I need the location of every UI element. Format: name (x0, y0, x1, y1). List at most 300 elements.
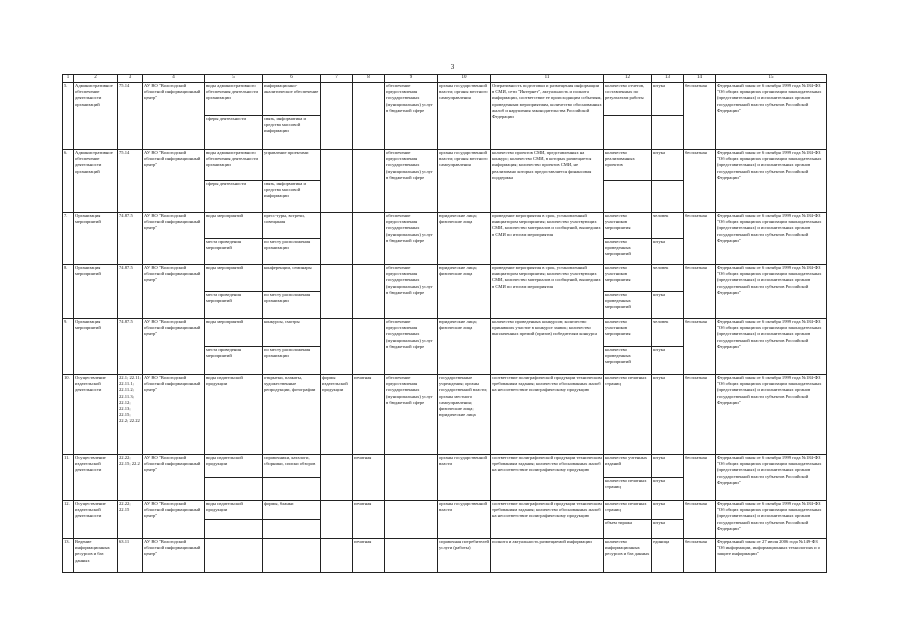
unit-of-measure-part: штука (652, 83, 683, 116)
service-purpose-text: обеспечение предоставления государственных (муниципальных) услуг в бюджетной сфере (386, 150, 434, 180)
institution-name (143, 150, 205, 213)
content-value-part: открытки, плакаты, художественные репродукции, фотографии (264, 375, 316, 393)
row-number-text: 13. (64, 539, 70, 544)
okved-code-text: 74.87.5 (119, 213, 133, 218)
service-purpose (385, 83, 438, 150)
volume-indicator-part: количество информационных ресурсов и баз данных (605, 539, 650, 557)
unit-of-measure (652, 213, 684, 265)
service-name (74, 265, 118, 319)
consumer-category-text: органы государственной власти (439, 455, 489, 467)
unit-of-measure (652, 83, 684, 150)
volume-indicator (604, 265, 652, 319)
content-type (205, 319, 263, 375)
service-purpose (385, 319, 438, 375)
institution-name-text: АУ ВО "Вологодский областной информационный центр" (144, 455, 202, 473)
payment-type-text: бесплатная (685, 455, 707, 460)
consumer-category-text: юридические лица; физические лица (439, 319, 479, 331)
row-number-text: 9. (64, 319, 68, 324)
row-number (63, 539, 74, 573)
table-row (63, 501, 827, 539)
volume-indicator-part: количество участников мероприятия (604, 213, 651, 239)
table-row (63, 83, 827, 150)
services-table (62, 74, 827, 573)
volume-indicator-part (604, 181, 651, 211)
service-name (74, 319, 118, 375)
condition-type (321, 213, 353, 265)
content-type (205, 539, 263, 573)
column-number-13: 13 (652, 75, 684, 83)
okved-code-text: 22.22; 22.15; 22.2 (119, 455, 140, 467)
content-value-part (263, 478, 320, 500)
institution-name (143, 539, 205, 573)
volume-indicator (604, 213, 652, 265)
table-body (63, 75, 827, 573)
quality-indicators (491, 455, 604, 501)
okved-code-text: 22.22; 22.15 (119, 501, 132, 513)
institution-name-text: АУ ВО "Вологодский областной информационный центр" (144, 213, 202, 231)
unit-of-measure-part: штука (653, 520, 665, 525)
content-value-part (263, 539, 320, 571)
legal-basis (716, 501, 827, 539)
service-purpose-text: обеспечение предоставления государственных (муниципальных) услуг в бюджетной сфере (386, 319, 434, 349)
content-type-part: виды административного обеспечения деятельности организации (205, 83, 262, 116)
service-name-text: Осуществление издательской деятельности (75, 375, 107, 393)
content-value-part: управление проектами (263, 150, 320, 181)
institution-name-text: АУ ВО "Вологодский областной информационный центр" (144, 150, 202, 168)
unit-of-measure-part: штука (653, 292, 665, 297)
table-row (63, 455, 827, 501)
condition-type (321, 265, 353, 319)
row-number-text: 7. (64, 213, 68, 218)
payment-type-text: бесплатная (685, 265, 707, 270)
row-number-text: 10. (64, 375, 70, 380)
condition-value (353, 150, 385, 213)
service-purpose (385, 501, 438, 539)
condition-type (321, 539, 353, 573)
service-name (74, 83, 118, 150)
institution-name (143, 455, 205, 501)
legal-basis-text: Федеральный закон от 6 октября 1999 года №184-ФЗ "Об общих принципах организации законодательных (представительных) и исполнительных органов государственной власти субъектов Российской Федерации" (717, 319, 823, 349)
service-purpose-text: обеспечение предоставления государственных (муниципальных) услуг в бюджетной сфере (386, 83, 434, 113)
content-type (205, 265, 263, 319)
row-number (63, 150, 74, 213)
table-row (63, 150, 827, 213)
condition-type (321, 455, 353, 501)
consumer-category-text: органы государственной власти; органы местного самоуправления (439, 83, 489, 101)
content-type-part: виды административного обеспечения деятельности организации (205, 150, 262, 181)
consumer-category-text: юридические лица; физические лица (439, 213, 479, 225)
row-number-text: 8. (64, 265, 68, 270)
okved-code-text: 75.14 (119, 83, 130, 88)
payment-type (684, 83, 716, 150)
content-value-part (263, 520, 320, 538)
column-number-row (63, 75, 827, 83)
content-value-part: по месту расположения организации (264, 347, 312, 359)
volume-indicator-part: количество участников мероприятия (604, 319, 651, 347)
institution-name-text: АУ ВО "Вологодский областной информационный центр" (144, 501, 202, 519)
unit-of-measure-part: единица (653, 539, 670, 544)
unit-of-measure-part: человек (652, 213, 683, 239)
volume-indicator (604, 539, 652, 573)
consumer-category (438, 83, 491, 150)
quality-indicators-text: проведение мероприятия в срок, установленный инициатором мероприятия; количество участвующих СМИ, количество материалов и сообщений, вышедших в СМИ по итогам мероприятия (492, 265, 602, 289)
consumer-category (438, 539, 491, 573)
content-type-part (205, 539, 262, 571)
content-value-part: связь, информатика и средства массовой информации (264, 116, 308, 134)
table-row (63, 319, 827, 375)
service-name (74, 375, 118, 455)
page-number: 3 (450, 63, 455, 71)
okved-code-text: 74.87.5 (119, 265, 133, 270)
quality-indicators-text: количество проектов СМИ, представленных на конкурс; количество СМИ, в которых размещается информация; количество проектов СМИ, не реализовано которых предоставляется финансовая поддержка (492, 150, 593, 180)
unit-of-measure-part: человек (652, 265, 683, 292)
volume-indicator (604, 83, 652, 150)
content-value-part: по месту расположения организации (264, 292, 312, 304)
column-number-7: 7 (321, 75, 353, 83)
column-number-2: 2 (74, 75, 118, 83)
content-type-part: виды мероприятий (205, 213, 262, 239)
condition-value (353, 213, 385, 265)
institution-name (143, 319, 205, 375)
okved-code (118, 265, 143, 319)
content-type (205, 501, 263, 539)
unit-of-measure (652, 319, 684, 375)
column-number-6: 6 (263, 75, 321, 83)
column-number-1: 1 (63, 75, 74, 83)
service-purpose-text: обеспечение предоставления государственных (муниципальных) услуг в бюджетной сфере (386, 213, 434, 243)
payment-type-text: бесплатная (685, 539, 707, 544)
okved-code-text: 63.11 (119, 539, 130, 544)
row-number (63, 265, 74, 319)
content-value (263, 213, 321, 265)
service-purpose-text: обеспечение предоставления государственных (муниципальных) услуг в бюджетной сфере (386, 265, 434, 295)
content-type (205, 150, 263, 213)
okved-code-text: 74.87.5 (119, 319, 133, 324)
volume-indicator-part: количество учтенных изданий (604, 455, 651, 478)
condition-type (321, 375, 353, 455)
payment-type (684, 539, 716, 573)
quality-indicators (491, 83, 604, 150)
content-value (263, 150, 321, 213)
column-number-9: 9 (385, 75, 438, 83)
content-value-part: связь, информатика и средства массовой информации (264, 181, 308, 199)
condition-value-text: печатная (354, 539, 372, 544)
column-number-5: 5 (205, 75, 263, 83)
volume-indicator-part: количество печатных страниц (605, 478, 648, 490)
service-purpose (385, 455, 438, 501)
institution-name-text: АУ ВО "Вологодский областной информационный центр" (144, 539, 202, 557)
quality-indicators-text: соответствие полиграфической продукции техническим требованиям задания; количество обоснованных жалоб на несоответствие полиграфическому продукцию (492, 455, 603, 473)
content-type-part: сферы деятельности (206, 181, 246, 186)
institution-name-text: АУ ВО "Вологодский областной информационный центр" (144, 319, 202, 337)
payment-type-text: бесплатная (685, 83, 707, 88)
quality-indicators (491, 319, 604, 375)
volume-indicator (604, 319, 652, 375)
okved-code (118, 501, 143, 539)
unit-of-measure-part: штука (653, 347, 665, 352)
service-purpose-text: обеспечение предоставления государственных (муниципальных) услуг в бюджетной сфере (386, 375, 434, 405)
content-type-part: виды издательской продукции (205, 501, 262, 520)
row-number-text: 12. (64, 501, 70, 506)
condition-type (321, 150, 353, 213)
content-type-part: места проведения мероприятий (206, 239, 243, 251)
table-row (63, 539, 827, 573)
column-number-4: 4 (143, 75, 205, 83)
consumer-category-text: юридические лица; физические лица (439, 265, 479, 277)
quality-indicators (491, 265, 604, 319)
content-type (205, 375, 263, 455)
service-name-text: Осуществление издательской деятельности (75, 501, 107, 519)
quality-indicators (491, 501, 604, 539)
volume-indicator (604, 150, 652, 213)
volume-indicator-part: количество реализованных проектов (604, 150, 651, 181)
institution-name-text: АУ ВО "Вологодский областной информационный центр" (144, 375, 202, 393)
institution-name-text: АУ ВО "Вологодский областной информационный центр" (144, 83, 202, 101)
legal-basis (716, 455, 827, 501)
content-value (263, 501, 321, 539)
content-value-part: пресс-туры, встречи, совещания (263, 213, 320, 239)
column-number-12: 12 (604, 75, 652, 83)
unit-of-measure (652, 455, 684, 501)
condition-type-text: формы издательской продукции (322, 375, 349, 393)
condition-value (353, 539, 385, 573)
payment-type-text: бесплатная (685, 319, 707, 324)
row-number-text: 11. (64, 455, 70, 460)
content-value (263, 319, 321, 375)
service-name (74, 539, 118, 573)
row-number (63, 83, 74, 150)
content-value-part: информационно-аналитическое обеспечение (263, 83, 320, 116)
content-value-part: формы, бланки (263, 501, 320, 520)
legal-basis-text: Федеральный закон от 6 октября 1999 года №184-ФЗ "Об общих принципах организации законодательных (представительных) и исполнительных органов государственной власти субъектов Российской Федерации" (717, 501, 823, 531)
condition-value (353, 265, 385, 319)
legal-basis-text: Федеральный закон от 6 октября 1999 года №184-ФЗ "Об общих принципах организации законодательных (представительных) и исполнительных органов государственной власти субъектов Российской Федерации" (717, 83, 823, 113)
legal-basis-text: Федеральный закон от 6 октября 1999 года №184-ФЗ "Об общих принципах организации законодательных (представительных) и исполнительных органов государственной власти субъектов Российской Федерации" (717, 455, 823, 485)
unit-of-measure-part: штука (652, 501, 683, 520)
row-number (63, 455, 74, 501)
row-number-text: 5. (64, 83, 68, 88)
volume-indicator-part: объем тиража (605, 520, 633, 525)
service-purpose (385, 375, 438, 455)
payment-type (684, 265, 716, 319)
condition-value (353, 455, 385, 501)
column-number-15: 15 (716, 75, 827, 83)
service-name (74, 213, 118, 265)
unit-of-measure (652, 375, 684, 455)
row-number (63, 501, 74, 539)
content-value (263, 539, 321, 573)
content-value-part: конкурсы, смотры (263, 319, 320, 347)
condition-value-text: печатная (354, 375, 372, 380)
column-number-3: 3 (118, 75, 143, 83)
unit-of-measure (652, 501, 684, 539)
payment-type-text: бесплатная (685, 375, 707, 380)
service-name (74, 455, 118, 501)
volume-indicator-part: количество проведенных мероприятий (605, 292, 633, 310)
unit-of-measure (652, 150, 684, 213)
okved-code-text: 75.14 (119, 150, 130, 155)
row-number (63, 319, 74, 375)
consumer-category-text: справочная потребителей услуги (работы) (439, 539, 491, 551)
unit-of-measure-part (652, 181, 683, 211)
okved-code (118, 455, 143, 501)
payment-type (684, 375, 716, 455)
unit-of-measure-part: штука (653, 375, 665, 380)
content-value-part: конференции, семинары (263, 265, 320, 292)
volume-indicator-part: количество печатных страниц (605, 375, 648, 387)
condition-value (353, 319, 385, 375)
row-number-text: 6. (64, 150, 68, 155)
payment-type (684, 213, 716, 265)
institution-name (143, 375, 205, 455)
service-name-text: Осуществление издательской деятельности (75, 455, 107, 473)
service-name-text: Административное обеспечение деятельности организаций (75, 83, 114, 107)
unit-of-measure-part: штука (652, 455, 683, 478)
table-row (63, 265, 827, 319)
content-value (263, 455, 321, 501)
quality-indicators-text: соответствие полиграфической продукции техническим требованиям задания; количество обоснованных жалоб на несоответствие полиграфическому продукцию (492, 375, 603, 393)
volume-indicator (604, 375, 652, 455)
institution-name (143, 213, 205, 265)
service-name-text: Ведение информационных ресурсов и баз данных (75, 539, 112, 563)
payment-type (684, 150, 716, 213)
service-name-text: Организация мероприятий (75, 319, 102, 331)
quality-indicators-text: Оперативность подготовки и размещения информации в СМИ, сети "Интернет", актуальность и полнота информации, соответствие ее происходящим событиям, проведенным мероприятиям, количество обоснованных жалоб и нарушения законодательства Российской Федерации (492, 83, 603, 120)
service-name (74, 150, 118, 213)
volume-indicator-part: количество проведенных мероприятий (605, 347, 633, 365)
legal-basis (716, 150, 827, 213)
quality-indicators (491, 150, 604, 213)
consumer-category-text: государственные учреждения; органы государственной власти; органы местного самоуправления; физические лица; юридические лица (439, 375, 489, 418)
row-number (63, 375, 74, 455)
okved-code (118, 319, 143, 375)
payment-type-text: бесплатная (685, 213, 707, 218)
unit-of-measure-part: штука (653, 478, 665, 483)
okved-code-text: 22.1; 22.11; 22.11.1; 22.11.2; 22.11.3; 22.12; 22.13; 22.15; 22.2; 22.22 (119, 375, 143, 424)
consumer-category (438, 213, 491, 265)
payment-type (684, 455, 716, 501)
column-number-8: 8 (353, 75, 385, 83)
payment-type (684, 501, 716, 539)
condition-type (321, 83, 353, 150)
service-name (74, 501, 118, 539)
condition-value (353, 501, 385, 539)
okved-code (118, 150, 143, 213)
service-purpose (385, 265, 438, 319)
quality-indicators (491, 539, 604, 573)
content-type-part: места проведения мероприятий (206, 292, 243, 304)
service-name-text: Организация мероприятий (75, 213, 102, 225)
volume-indicator-part (604, 116, 651, 148)
legal-basis (716, 213, 827, 265)
institution-name (143, 83, 205, 150)
consumer-category-text: органы государственной власти (439, 501, 489, 513)
service-purpose (385, 539, 438, 573)
service-purpose (385, 213, 438, 265)
content-value-part: справочники, каталоги, сборники, списки обзоров (263, 455, 320, 478)
legal-basis-text: Федеральный закон от 6 октября 1999 года №184-ФЗ "Об общих принципах организации законодательных (представительных) и исполнительных органов государственной власти субъектов Российской Федерации" (717, 375, 823, 405)
condition-value-text: печатная (354, 501, 372, 506)
quality-indicators (491, 213, 604, 265)
condition-value (353, 83, 385, 150)
institution-name-text: АУ ВО "Вологодский областной информационный центр" (144, 265, 202, 283)
content-type (205, 83, 263, 150)
consumer-category (438, 501, 491, 539)
unit-of-measure-part (652, 116, 683, 148)
content-type-part (205, 478, 262, 500)
condition-type (321, 319, 353, 375)
content-type-part: виды издательской продукции (205, 455, 262, 478)
condition-value (353, 375, 385, 455)
legal-basis (716, 375, 827, 455)
content-type-part (205, 520, 262, 538)
content-type-part: виды издательской продукции (206, 375, 245, 387)
unit-of-measure-part: штука (652, 150, 683, 181)
unit-of-measure (652, 539, 684, 573)
legal-basis (716, 83, 827, 150)
unit-of-measure-part: штука (653, 239, 665, 244)
legal-basis-text: Федеральный закон от 6 октября 1999 года №184-ФЗ "Об общих принципах организации законодательных (представительных) и исполнительных органов государственной власти субъектов Российской Федерации" (717, 213, 823, 243)
consumer-category-text: органы государственной власти; органы местного самоуправления (439, 150, 489, 168)
content-type (205, 213, 263, 265)
legal-basis (716, 539, 827, 573)
okved-code (118, 83, 143, 150)
content-type (205, 455, 263, 501)
content-type-part: виды мероприятий (205, 265, 262, 292)
consumer-category (438, 455, 491, 501)
content-type-part: места проведения мероприятий (206, 347, 243, 359)
column-number-11: 11 (491, 75, 604, 83)
column-number-10: 10 (438, 75, 491, 83)
table-row (63, 213, 827, 265)
payment-type-text: бесплатная (685, 150, 707, 155)
volume-indicator-part: количество отчетов, составленных по результатам работы (604, 83, 651, 116)
legal-basis-text: Федеральный закон от 6 октября 1999 года №184-ФЗ "Об общих принципах организации законодательных (представительных) и исполнительных органов государственной власти субъектов Российской Федерации" (717, 265, 823, 295)
content-type-part: сферы деятельности (206, 116, 246, 121)
service-purpose (385, 150, 438, 213)
table-row (63, 375, 827, 455)
payment-type (684, 319, 716, 375)
legal-basis (716, 265, 827, 319)
unit-of-measure-part: человек (652, 319, 683, 347)
okved-code (118, 539, 143, 573)
volume-indicator (604, 455, 652, 501)
legal-basis-text: Федеральный закон от 6 октября 1999 года №184-ФЗ "Об общих принципах организации законодательных (представительных) и исполнительных органов государственной власти субъектов Российской Федерации" (717, 150, 823, 180)
consumer-category (438, 265, 491, 319)
volume-indicator (604, 501, 652, 539)
okved-code (118, 213, 143, 265)
volume-indicator-part: количество печатных страниц (604, 501, 651, 520)
consumer-category (438, 375, 491, 455)
legal-basis-text: Федеральный закон от 27 июля 2006 года №149-ФЗ "Об информации, информационных технологиях и о защите информации" (717, 539, 822, 557)
column-number-14: 14 (684, 75, 716, 83)
legal-basis (716, 319, 827, 375)
consumer-category (438, 319, 491, 375)
content-type-part: виды мероприятий (205, 319, 262, 347)
payment-type-text: бесплатная (685, 501, 707, 506)
institution-name (143, 501, 205, 539)
content-value (263, 265, 321, 319)
quality-indicators-text: проведение мероприятия в срок, установленный инициатором мероприятия; количество участвующих СМИ, количество материалов и сообщений, вышедших в СМИ по итогам мероприятия (492, 213, 602, 237)
condition-value-text: печатная (354, 455, 372, 460)
unit-of-measure (652, 265, 684, 319)
quality-indicators-text: количество проведенных конкурсов; количество принявших участие в конкурсе заявок; количество выплаченных премий (призов) победителям конкурса (492, 319, 598, 337)
service-name-text: Организация мероприятий (75, 265, 102, 277)
content-value (263, 83, 321, 150)
condition-type (321, 501, 353, 539)
quality-indicators (491, 375, 604, 455)
quality-indicators-text: полнота и актуальность размещаемой информации (492, 539, 592, 544)
